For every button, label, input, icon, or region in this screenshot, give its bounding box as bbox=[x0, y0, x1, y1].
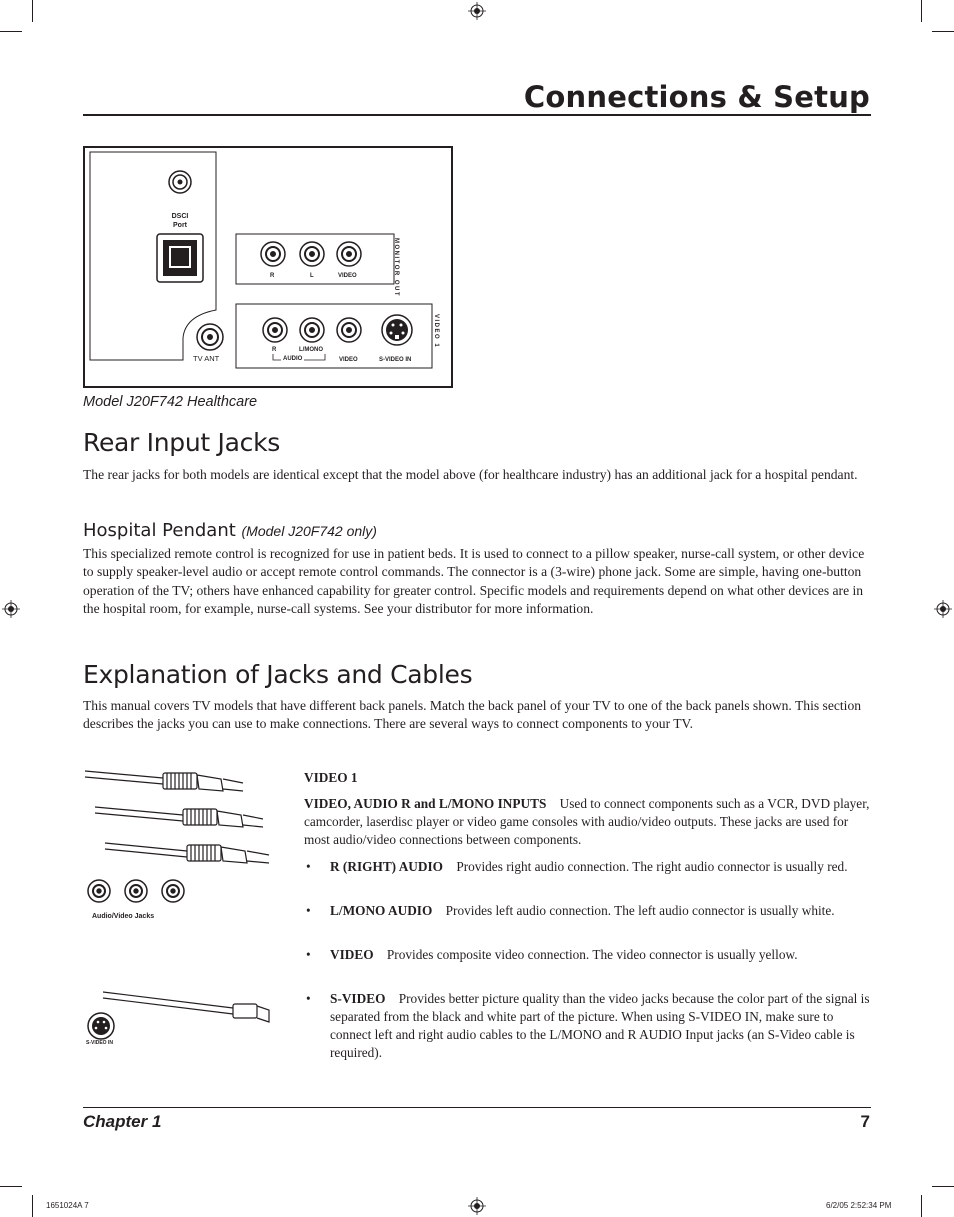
tv-ant-label: TV ANT bbox=[193, 354, 220, 363]
av-cables-illustration bbox=[83, 765, 283, 915]
bullet-dot: • bbox=[306, 991, 311, 1006]
rear-input-jacks-text: The rear jacks for both models are identical except that the model above (for healthcare industry) has an additional jack for a hospital pendant. bbox=[83, 467, 858, 482]
bullet-description: Provides better picture quality than the video jacks because the color part of the signal is separated from the black and white part of the picture. When using S-VIDEO IN, make sure to connect left and right audio cables to the L/MONO and R AUDIO Input jacks (an S-Video cable is required). bbox=[330, 991, 870, 1060]
crop-mark bbox=[921, 0, 922, 22]
av-jacks-label: Audio/Video Jacks bbox=[92, 913, 155, 920]
monitor-l-label: L bbox=[310, 273, 314, 279]
crop-mark bbox=[32, 0, 33, 22]
registration-mark-icon bbox=[468, 2, 486, 20]
registration-mark-icon bbox=[468, 1197, 486, 1215]
hospital-pendant-subtitle: (Model J20F742 only) bbox=[241, 523, 377, 539]
registration-mark-icon bbox=[934, 600, 952, 618]
rear-input-jacks-heading: Rear Input Jacks bbox=[83, 428, 280, 457]
dsci-label-line: Port bbox=[173, 222, 187, 229]
dsci-port-label bbox=[165, 212, 195, 230]
input-svideo-label: S-VIDEO IN bbox=[379, 357, 412, 363]
hospital-pendant-heading bbox=[83, 520, 377, 541]
bullet-description: Provides right audio connection. The right audio connector is usually red. bbox=[456, 859, 848, 874]
explanation-heading: Explanation of Jacks and Cables bbox=[83, 660, 473, 689]
dsci-label-line: DSCI bbox=[171, 213, 189, 220]
svideo-cable-illustration bbox=[83, 988, 283, 1048]
header-rule bbox=[83, 114, 871, 116]
input-r-label: R bbox=[272, 347, 277, 353]
print-slug-job: 1651024A 7 bbox=[46, 1201, 89, 1210]
video1-inputs-term: VIDEO, AUDIO R and L/MONO INPUTS bbox=[304, 796, 547, 811]
bullet-term: S-VIDEO bbox=[330, 991, 386, 1006]
back-panel-diagram bbox=[83, 146, 453, 388]
explanation-text: This manual covers TV models that have different back panels. Match the back panel of your TV to one of the back panels shown. This section describes the jacks you can use to make connections. There are several ways to connect components to your TV. bbox=[83, 698, 862, 732]
monitor-out-label: MONITOR OUT bbox=[393, 238, 399, 298]
monitor-r-label: R bbox=[270, 273, 275, 279]
bullet-dot: • bbox=[306, 947, 311, 962]
bullet-dot: • bbox=[306, 903, 311, 918]
input-l-mono-label: L/MONO bbox=[299, 347, 323, 353]
bullet-term: L/MONO AUDIO bbox=[330, 903, 433, 918]
figure-caption: Model J20F742 Healthcare bbox=[83, 394, 258, 410]
monitor-video-label: VIDEO bbox=[338, 273, 357, 279]
crop-mark bbox=[932, 31, 954, 32]
crop-mark bbox=[0, 1186, 22, 1187]
bullet-text bbox=[330, 902, 870, 920]
print-slug-timestamp: 6/2/05 2:52:34 PM bbox=[826, 1201, 892, 1210]
video1-heading: VIDEO 1 bbox=[304, 770, 358, 785]
bullet-term: VIDEO bbox=[330, 947, 374, 962]
input-video-label: VIDEO bbox=[339, 357, 358, 363]
video1-label: VIDEO 1 bbox=[433, 314, 439, 349]
svideo-in-label: S-VIDEO IN bbox=[86, 1040, 113, 1046]
hospital-pendant-text: This specialized remote control is recognized for use in patient beds. It is used to connect to a pillow speaker, nurse-call system, or other device to supply speaker-level audio or accept remote control commands. The connector is a (3-wire) phone jack. Some are simple, having one-button operation of the TV; others have enhanced capability for greater control. Specific models and requirements depend on what other devices are in the hospital room, for example, nurse-call systems. See your distributor for more information. bbox=[83, 546, 865, 616]
page-number: 7 bbox=[860, 1112, 870, 1131]
crop-mark bbox=[0, 31, 22, 32]
bullet-text bbox=[330, 858, 870, 876]
crop-mark bbox=[932, 1186, 954, 1187]
footer-chapter: Chapter 1 bbox=[83, 1112, 162, 1131]
registration-mark-icon bbox=[2, 600, 20, 618]
bullet-term: R (RIGHT) AUDIO bbox=[330, 859, 444, 874]
bullet-description: Provides composite video connection. The video connector is usually yellow. bbox=[386, 947, 798, 962]
header-title: Connections & Setup bbox=[523, 80, 870, 114]
video1-inputs-paragraph bbox=[304, 795, 870, 849]
crop-mark bbox=[921, 1195, 922, 1217]
bullet-text bbox=[330, 946, 870, 964]
video1-inputs-text: Used to connect components such as a VCR, DVD player, camcorder, laserdisc player or video game consoles with audio/video outputs. These jacks are used for most audio/video connections between components. bbox=[304, 796, 870, 847]
bullet-text bbox=[330, 990, 870, 1062]
hospital-pendant-title: Hospital Pendant bbox=[83, 520, 236, 541]
bullet-dot: • bbox=[306, 859, 311, 874]
audio-label: AUDIO bbox=[283, 356, 303, 362]
crop-mark bbox=[32, 1195, 33, 1217]
footer-rule bbox=[83, 1107, 871, 1108]
bullet-description: Provides left audio connection. The left audio connector is usually white. bbox=[445, 903, 835, 918]
